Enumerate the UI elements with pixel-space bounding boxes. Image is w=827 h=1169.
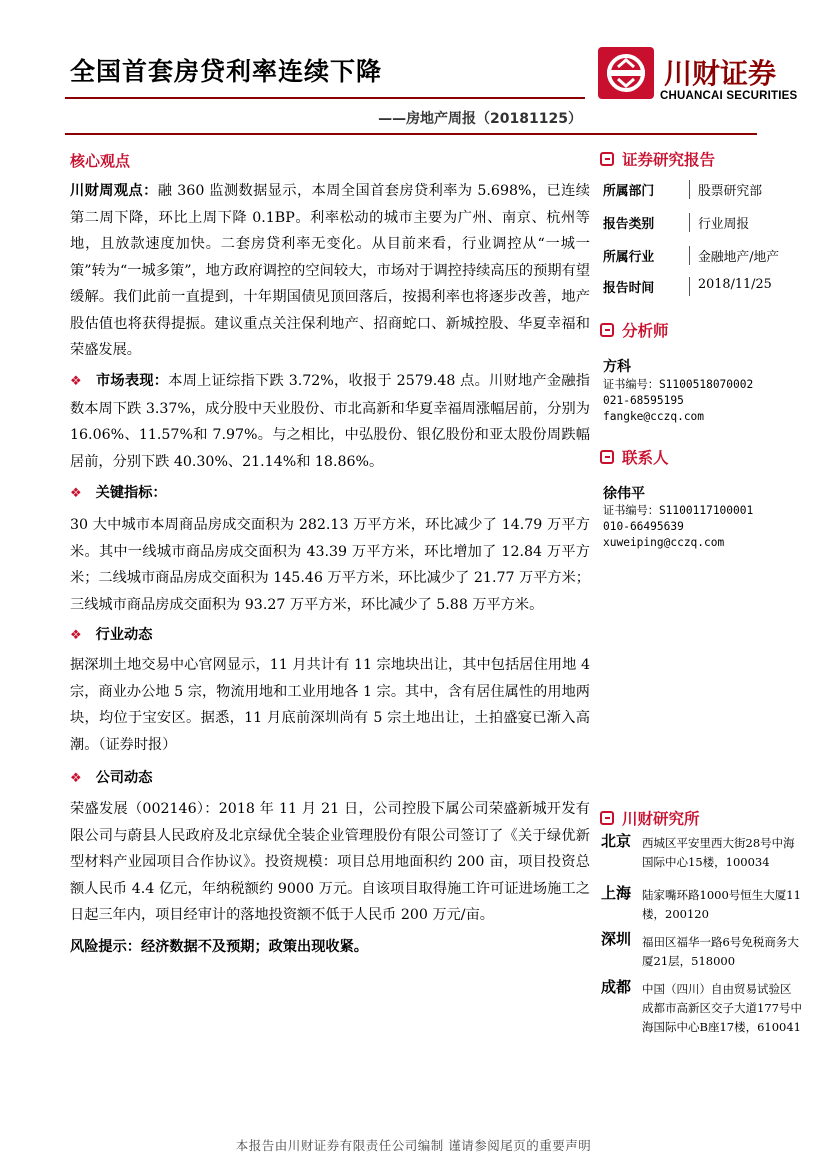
report-subtitle: ——房地产周报（20181125）	[378, 111, 582, 127]
diamond-bullet-icon: ❖	[70, 374, 82, 389]
city-chengdu: 成都	[601, 978, 632, 996]
market-label: 市场表现：	[95, 373, 169, 389]
institute-heading: 川财研究所	[600, 807, 700, 829]
industry-paragraph: 据深圳土地交易中心官网显示，11 月共计有 11 宗地块出让，其中包括居住用地 4 宗，商业办公地 5 宗，物流用地和工业用地各 1 宗。其中，含有居住属性的用地两块，均位于宝安区。据悉，11 月底前深圳尚有 5 宗土地出让，土拍盛宴已渐入高潮。（证券时报）	[70, 657, 590, 753]
info-row-category: 报告类别 行业周报	[603, 213, 803, 232]
header-rule	[65, 97, 585, 99]
core-heading: 核心观点	[70, 152, 131, 170]
info-row-date: 报告时间 2018/11/25	[603, 277, 772, 296]
contact-phone: 010-66495639	[603, 520, 684, 533]
indicators-paragraph: 30 大中城市本周商品房成交面积为 282.13 万平方米，环比减少了 14.79 万平方米。其中一线城市商品房成交面积为 43.39 万平方米，环比增加了 12.84 万平方米；二线城市商品房成交面积为 145.46 万平方米，环比减少了 21.77 万平方米；三线城市商品房成交面积为 93.27 万平方米，环比减少了 5.88 万平方米。	[70, 517, 590, 613]
info-row-industry: 所属行业 金融地产/地产	[603, 246, 803, 265]
market-paragraph	[70, 368, 590, 475]
city-shenzhen: 深圳	[601, 930, 632, 948]
header-rule-bottom	[65, 133, 757, 135]
address-beijing: 西城区平安里西大街28号中海国际中心15楼，100034	[642, 836, 795, 869]
address-chengdu: 中国（四川）自由贸易试验区成都市高新区交子大道177号中海国际中心B座17楼，610041	[642, 982, 802, 1034]
analyst-email[interactable]: fangke@cczq.com	[603, 410, 705, 423]
section-square-icon	[600, 323, 614, 337]
contact-heading: 联系人	[600, 446, 669, 468]
indicators-heading: ❖ 关键指标：	[70, 485, 167, 501]
contact-cert: 证书编号：S1100117100001	[603, 504, 754, 517]
core-label: 川财周观点：	[70, 183, 158, 199]
page-footer: 本报告由川财证券有限责任公司编制 谨请参阅尾页的重要声明	[235, 1138, 592, 1153]
analyst-name: 方科	[603, 359, 631, 375]
diamond-bullet-icon: ❖	[70, 486, 82, 501]
contact-email[interactable]: xuweiping@cczq.com	[603, 536, 725, 549]
brand-name: 川财证券	[664, 57, 777, 90]
market-text: 本周上证综指下跌 3.72%，收报于 2579.48 点。川财地产金融指数本周下跌 3.37%，成分股中天业股份、市北高新和华夏幸福周涨幅居前，分别为 16.06%、11.57%和 7.97%。与之相比，中弘股份、银亿股份和亚太股份周跌幅居前，分别下跌 40.30%、21.14%和 18.86%。	[70, 373, 590, 470]
section-square-icon	[600, 152, 614, 166]
analyst-phone: 021-68595195	[603, 394, 684, 407]
industry-heading: ❖ 行业动态	[70, 627, 153, 643]
info-row-department: 所属部门 股票研究部	[603, 180, 803, 199]
company-heading: ❖ 公司动态	[70, 770, 153, 786]
analyst-heading: 分析师	[600, 319, 669, 341]
brand-logo-icon	[598, 47, 654, 99]
city-beijing: 北京	[601, 832, 632, 850]
city-shanghai: 上海	[601, 884, 632, 902]
address-shenzhen: 福田区福华一路6号免税商务大厦21层，518000	[642, 935, 799, 968]
risk-warning: 风险提示：经济数据不及预期；政策出现收紧。	[70, 939, 368, 955]
report-info-heading: 证券研究报告	[600, 148, 715, 170]
company-paragraph: 荣盛发展（002146）：2018 年 11 月 21 日，公司控股下属公司荣盛新城开发有限公司与蔚县人民政府及北京绿优全装企业管理股份有限公司签订了《关于绿优新型材料产业园项目合作协议》。投资规模：项目总用地面积约 200 亩，项目投资总额人民币 4.4 亿元，年纳税额约 9000 万元。自该项目取得施工许可证进场施工之日起三年内，项目经审计的落地投资额不低于人民币 200 万元/亩。	[70, 801, 590, 923]
brand-name-en: CHUANCAI SECURITIES	[660, 90, 798, 102]
diamond-bullet-icon: ❖	[70, 628, 82, 643]
contact-name: 徐伟平	[603, 486, 645, 502]
address-shanghai: 陆家嘴环路1000号恒生大厦11楼，200120	[642, 888, 801, 921]
diamond-bullet-icon: ❖	[70, 771, 82, 786]
section-square-icon	[600, 450, 614, 464]
report-title: 全国首套房贷利率连续下降	[70, 57, 383, 86]
core-paragraph	[70, 178, 590, 364]
core-text: 融 360 监测数据显示，本周全国首套房贷利率为 5.698%，已连续第二周下降，环比上周下降 0.1BP。利率松动的城市主要为广州、南京、杭州等地，且放款速度加快。二套房贷利率无变化。从目前来看，行业调控从“一城一策”转为“一城多策”，地方政府调控的空间较大，市场对于调控持续高压的预期有望缓解。我们此前一直提到，十年期国债见顶回落后，按揭利率也将逐步改善，地产股估值也将获得提振。建议重点关注保利地产、招商蛇口、新城控股、华夏幸福和荣盛发展。	[70, 183, 590, 358]
section-square-icon	[600, 811, 614, 825]
analyst-cert: 证书编号：S1100518070002	[603, 378, 754, 391]
